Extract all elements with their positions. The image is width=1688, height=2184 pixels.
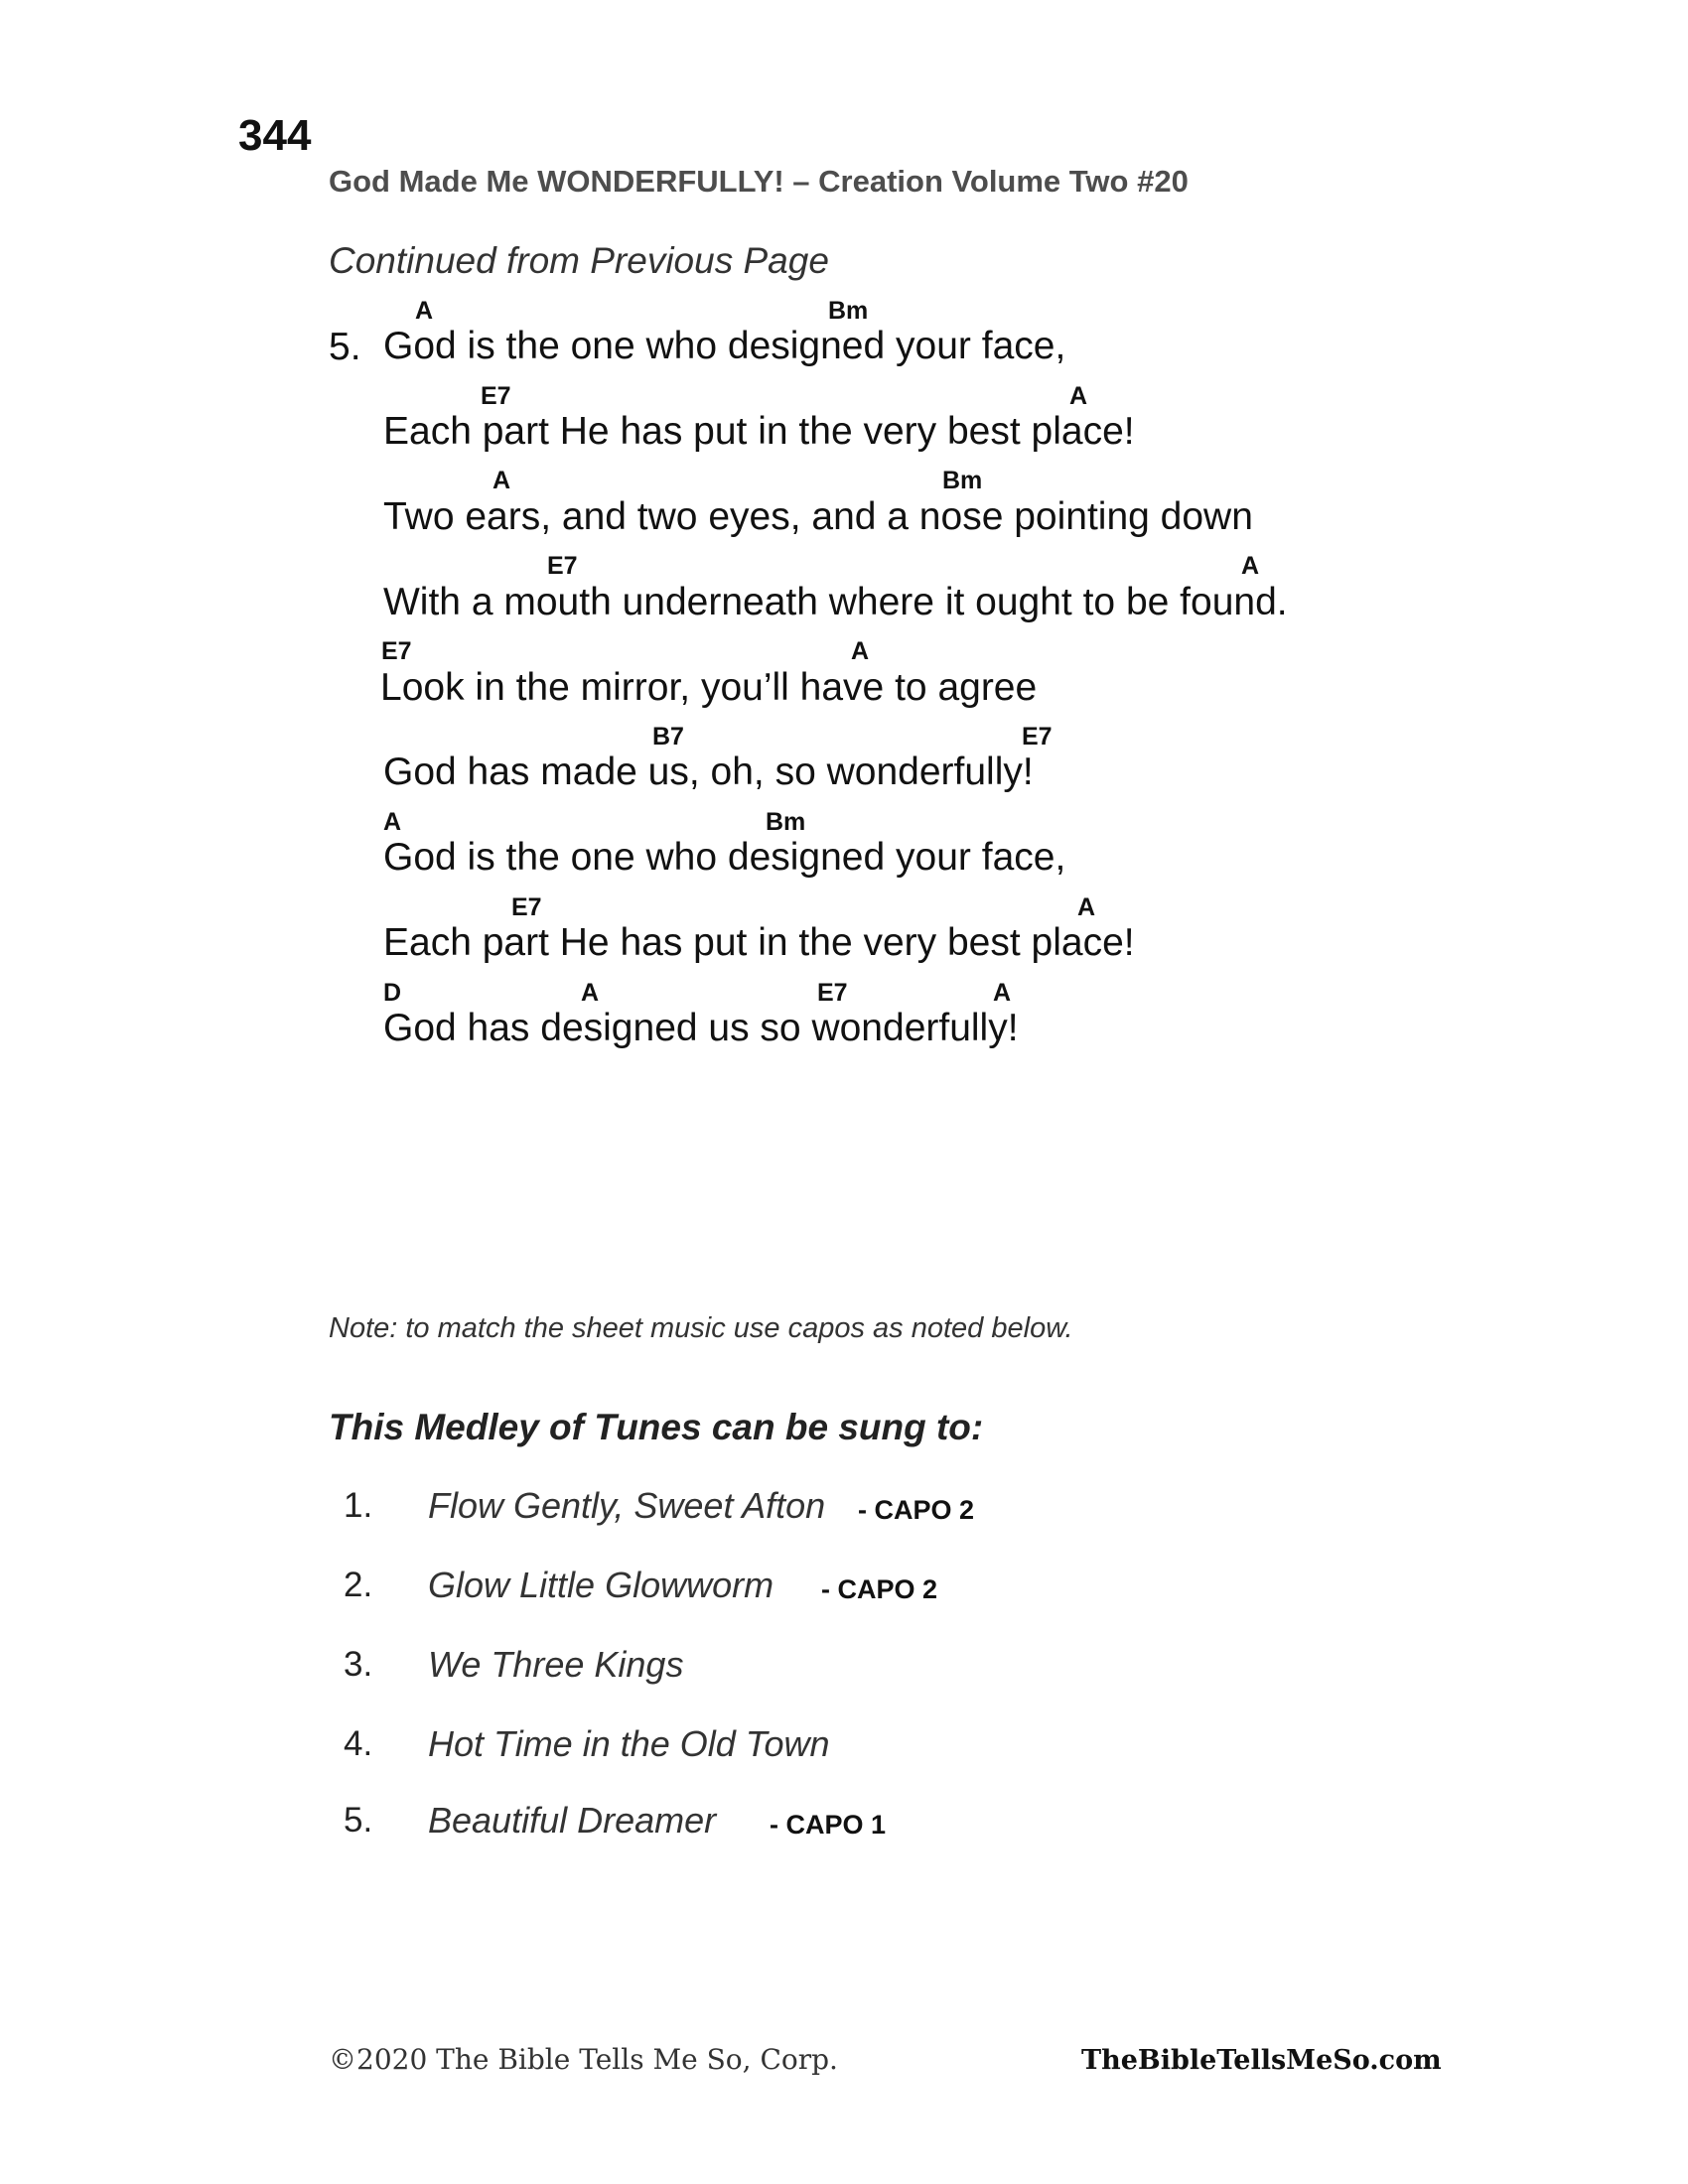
song-title-header: God Made Me WONDERFULLY! – Creation Volume Two #20 [329, 164, 1189, 199]
lyric-line: God has designed us so wonderfully! [383, 1007, 1019, 1049]
chord: Bm [828, 297, 869, 325]
chord: E7 [511, 893, 542, 921]
tune-title: Beautiful Dreamer [428, 1800, 717, 1841]
chord: A [993, 979, 1012, 1007]
chord: A [581, 979, 600, 1007]
chord: A [851, 637, 870, 665]
lyric-line: God is the one who designed your face, [383, 325, 1066, 367]
chord: E7 [547, 552, 578, 580]
tune-number: 2. [344, 1566, 373, 1604]
capo-label: - CAPO 2 [821, 1574, 938, 1604]
chord: E7 [381, 637, 412, 665]
capo-note: Note: to match the sheet music use capos as noted below. [329, 1312, 1073, 1344]
chord: A [1241, 552, 1260, 580]
capo-label: - CAPO 2 [858, 1495, 975, 1525]
tune-number: 4. [344, 1724, 373, 1763]
chord: A [1069, 382, 1088, 410]
tune-number: 5. [344, 1801, 373, 1840]
chord: E7 [1022, 723, 1053, 751]
chord: A [383, 808, 402, 836]
lyric-line: Two ears, and two eyes, and a nose pointing down [383, 495, 1253, 538]
medley-heading: This Medley of Tunes can be sung to: [329, 1407, 984, 1447]
capo-label: - CAPO 1 [770, 1810, 887, 1840]
tune-number: 3. [344, 1645, 373, 1684]
tune-number: 1. [344, 1486, 373, 1525]
lyric-line: Look in the mirror, you’ll have to agree [380, 666, 1038, 709]
website-link[interactable]: TheBibleTellsMeSo.com [1081, 2045, 1442, 2076]
tune-title: Hot Time in the Old Town [428, 1723, 830, 1764]
chord: B7 [652, 723, 684, 751]
tune-title: We Three Kings [428, 1644, 684, 1685]
tune-title: Glow Little Glowworm [428, 1565, 774, 1605]
page-number: 344 [238, 111, 312, 160]
tune-title: Flow Gently, Sweet Afton [428, 1485, 826, 1526]
chord: A [415, 297, 434, 325]
chord: D [383, 979, 402, 1007]
lyric-line: God has made us, oh, so wonderfully! [383, 751, 1034, 793]
chord: A [1077, 893, 1096, 921]
continued-label: Continued from Previous Page [329, 240, 829, 281]
chord: E7 [481, 382, 511, 410]
chord: E7 [817, 979, 848, 1007]
lyric-line: God is the one who designed your face, [383, 836, 1066, 879]
chord: Bm [942, 467, 983, 494]
lyric-line: Each part He has put in the very best place! [383, 410, 1135, 453]
chord: Bm [766, 808, 806, 836]
verse-number: 5. [329, 326, 361, 368]
copyright: ©2020 The Bible Tells Me So, Corp. [329, 2043, 838, 2076]
lyric-line: Each part He has put in the very best place! [383, 921, 1135, 964]
lyric-line: With a mouth underneath where it ought to be found. [383, 581, 1288, 623]
chord: A [492, 467, 511, 494]
